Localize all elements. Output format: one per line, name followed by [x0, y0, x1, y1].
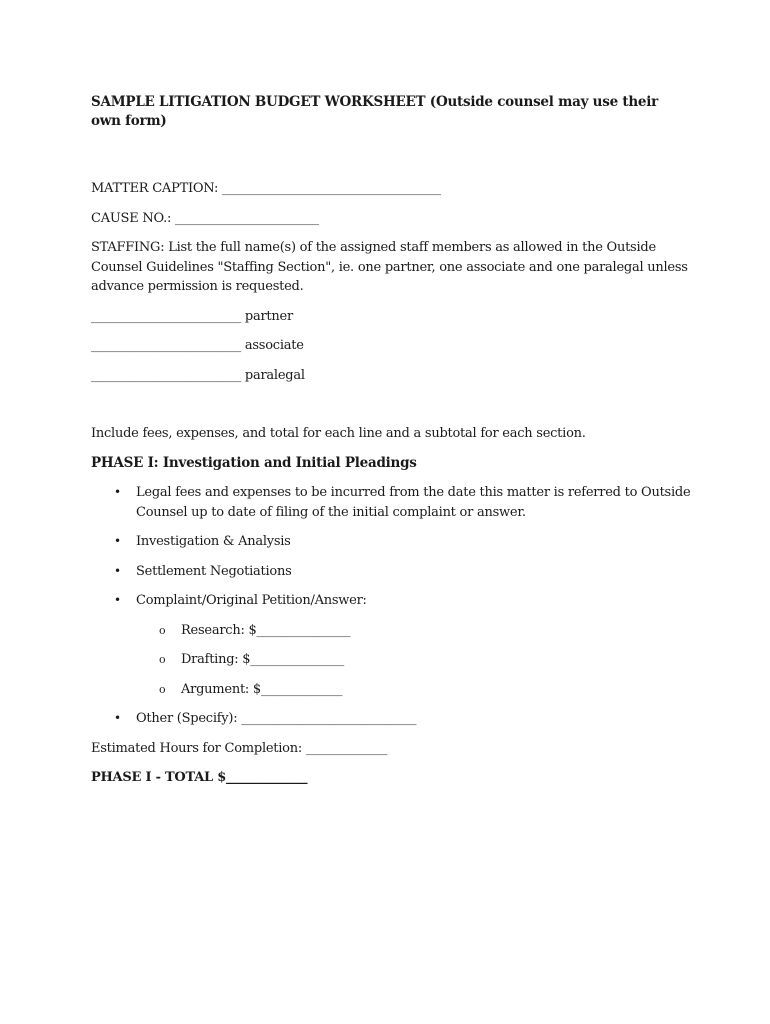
bullet-icon: •: [114, 534, 121, 548]
bullet-icon: •: [114, 711, 121, 725]
include-instructions: Include fees, expenses, and total for each line and a subtotal for each section.: [91, 426, 586, 441]
bullet-icon: •: [114, 485, 121, 499]
list-item: [91, 709, 691, 729]
list-item: [91, 532, 691, 552]
staff-line-paralegal: ________________________ paralegal: [91, 367, 305, 383]
sub-list-item: [136, 621, 691, 641]
staffing-label: STAFFING:: [91, 240, 165, 255]
list-item-text: Other (Specify): ____________________________: [136, 711, 417, 726]
staffing-paragraph: [91, 238, 691, 297]
sub-list-item: [136, 680, 691, 700]
staffing-text: List the full name(s) of the assigned staff members as allowed in the Outside Counsel Guidelines "Staffing Section", ie. one partner, one associate and one paralegal unless advance permission is requested.: [91, 240, 688, 294]
list-item-text: Legal fees and expenses to be incurred from the date this matter is referred to Outside Counsel up to date of filing of the initial complaint or answer.: [136, 485, 691, 520]
staff-lines: [91, 307, 691, 386]
circle-bullet-icon: o: [159, 623, 166, 637]
bullet-icon: •: [114, 593, 121, 607]
staff-line-partner: ________________________ partner: [91, 308, 293, 324]
sub-list-item-text: Research: $_______________: [181, 622, 351, 638]
staff-line-associate: ________________________ associate: [91, 338, 304, 353]
phase-heading: PHASE I: Investigation and Initial Pleadings: [91, 454, 417, 471]
circle-bullet-icon: o: [159, 682, 166, 696]
sub-list-item: [136, 650, 691, 670]
list-item-text: Investigation & Analysis: [136, 534, 291, 549]
sub-list-item-text: Argument: $_____________: [181, 681, 343, 697]
document-title: SAMPLE LITIGATION BUDGET WORKSHEET (Outside counsel may use their own form): [91, 94, 658, 129]
sub-bullet-list: [136, 621, 691, 700]
list-item: [91, 562, 691, 582]
matter-caption-field: MATTER CAPTION: ___________________________________: [91, 181, 441, 196]
sub-list-item-text: Drafting: $_______________: [181, 652, 345, 667]
estimated-hours-field: Estimated Hours for Completion: _____________: [91, 740, 388, 756]
bullet-icon: •: [114, 563, 121, 578]
document-page: [91, 93, 691, 788]
cause-number-field: CAUSE NO.: _______________________: [91, 210, 319, 226]
list-item-text: Settlement Negotiations: [136, 563, 292, 579]
list-item-text: Complaint/Original Petition/Answer:: [136, 593, 367, 608]
list-item: [91, 483, 691, 522]
circle-bullet-icon: o: [159, 653, 166, 666]
phase-bullet-list: [91, 483, 691, 729]
list-item: [91, 591, 691, 699]
phase-total-field: PHASE I - TOTAL $_____________: [91, 770, 308, 785]
